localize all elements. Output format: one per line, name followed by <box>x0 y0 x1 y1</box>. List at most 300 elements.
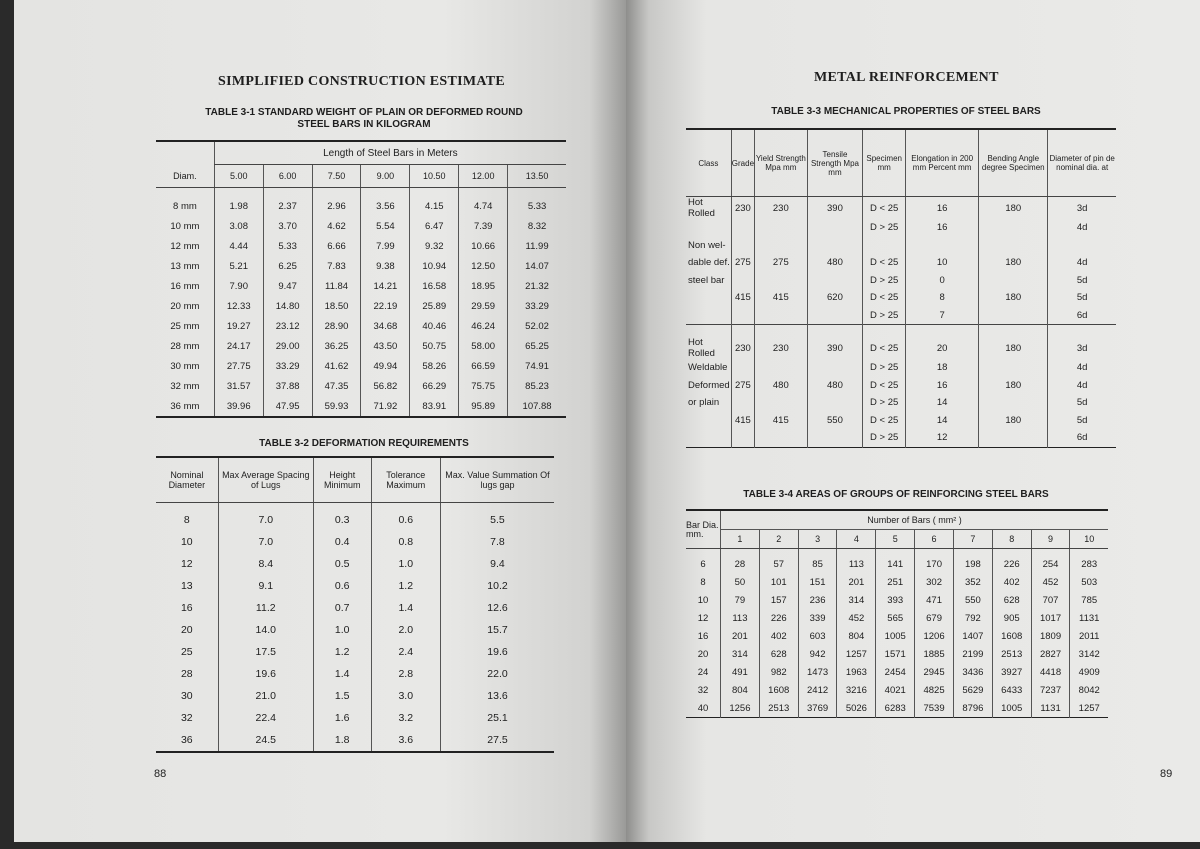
weight-cell: 29.00 <box>263 336 312 356</box>
area-cell: 314 <box>837 591 876 609</box>
table-cell: 5d <box>1048 412 1116 430</box>
weight-cell: 40.46 <box>410 316 459 336</box>
weight-cell: 14.21 <box>361 276 410 296</box>
diameter-cell: 16 mm <box>170 280 200 292</box>
area-cell: 3142 <box>1070 645 1108 663</box>
weight-cell: 5.33 <box>263 236 312 256</box>
length-header: 12.00 <box>459 165 508 188</box>
table-cell: 6d <box>1048 429 1116 447</box>
separator-cell <box>863 325 906 338</box>
diameter-cell: 8 mm <box>173 200 197 212</box>
area-cell: 491 <box>721 663 760 681</box>
table-row <box>686 627 1108 645</box>
table-cell: 13 <box>180 580 193 592</box>
area-cell: 982 <box>759 663 798 681</box>
weight-cell: 11.99 <box>508 236 566 256</box>
table-cell: 7 <box>906 307 979 325</box>
area-cell: 1257 <box>1070 699 1108 718</box>
table-row <box>686 237 1116 255</box>
column-header: Tolerance Maximum <box>371 457 440 503</box>
weight-cell: 6.66 <box>312 236 361 256</box>
area-cell: 157 <box>759 591 798 609</box>
weight-cell: 3.56 <box>361 188 410 217</box>
table-cell: 390 <box>807 197 863 220</box>
weight-cell: 12.33 <box>214 296 263 316</box>
table-row <box>686 429 1116 447</box>
separator-cell <box>979 325 1048 338</box>
table-cell <box>755 237 808 255</box>
class-cell <box>686 219 731 237</box>
table-cell: 4d <box>1048 254 1116 272</box>
area-cell: 2827 <box>1031 645 1070 663</box>
table-cell: 5d <box>1048 289 1116 307</box>
table-row <box>686 307 1116 325</box>
area-cell: 452 <box>1031 573 1070 591</box>
diameter-cell: 30 mm <box>170 360 200 372</box>
weight-cell: 75.75 <box>459 376 508 396</box>
table-cell: 22.4 <box>218 707 313 729</box>
area-cell: 1407 <box>953 627 992 645</box>
area-cell: 1963 <box>837 663 876 681</box>
area-cell: 2412 <box>798 681 837 699</box>
table-cell <box>979 359 1048 377</box>
area-cell: 804 <box>721 681 760 699</box>
weight-cell: 23.12 <box>263 316 312 336</box>
area-cell: 679 <box>915 609 954 627</box>
weight-cell: 12.50 <box>459 256 508 276</box>
table-cell: 10.2 <box>440 575 554 597</box>
table-cell: 0 <box>906 272 979 290</box>
table-cell: 9.1 <box>218 575 313 597</box>
weight-cell: 1.98 <box>214 188 263 217</box>
table-cell: 10 <box>180 536 193 548</box>
table-3-3-title: TABLE 3-3 MECHANICAL PROPERTIES OF STEEL BARS <box>771 106 1041 117</box>
class-cell <box>686 412 731 430</box>
table-row <box>156 356 566 376</box>
bar-dia-cell: 40 <box>697 702 709 714</box>
area-cell: 283 <box>1070 549 1108 574</box>
table-cell: 25 <box>180 646 193 658</box>
table-3-1-corner <box>156 141 214 165</box>
table-cell: 4d <box>1048 359 1116 377</box>
table-cell: 180 <box>979 254 1048 272</box>
area-cell: 236 <box>798 591 837 609</box>
table-cell <box>979 219 1048 237</box>
table-cell: 20 <box>906 337 979 359</box>
weight-cell: 43.50 <box>361 336 410 356</box>
table-cell: D > 25 <box>863 359 906 377</box>
diameter-cell: 36 mm <box>170 400 200 412</box>
table-cell: 230 <box>755 337 808 359</box>
table-cell: 480 <box>807 377 863 395</box>
left-page <box>14 0 626 842</box>
table-cell: 0.7 <box>313 597 371 619</box>
table-row <box>686 645 1108 663</box>
table-3-3 <box>686 128 1116 448</box>
area-cell: 1131 <box>1031 699 1070 718</box>
table-cell: 1.0 <box>371 553 440 575</box>
table-cell: 10 <box>906 254 979 272</box>
weight-cell: 58.00 <box>459 336 508 356</box>
area-cell: 113 <box>837 549 876 574</box>
weight-cell: 85.23 <box>508 376 566 396</box>
length-header: 10.50 <box>410 165 459 188</box>
weight-cell: 2.96 <box>312 188 361 217</box>
area-cell: 251 <box>876 573 915 591</box>
table-3-1-title-line1: TABLE 3-1 STANDARD WEIGHT OF PLAIN OR DEFORMED ROUND <box>205 107 523 118</box>
area-cell: 151 <box>798 573 837 591</box>
weight-cell: 65.25 <box>508 336 566 356</box>
weight-cell: 50.75 <box>410 336 459 356</box>
area-cell: 113 <box>721 609 760 627</box>
table-cell: 0.4 <box>313 531 371 553</box>
table-cell: 1.5 <box>313 685 371 707</box>
table-cell: 8 <box>906 289 979 307</box>
column-header: Grade <box>731 129 754 197</box>
area-cell: 226 <box>992 549 1031 574</box>
table-cell: 415 <box>755 289 808 307</box>
weight-cell: 4.44 <box>214 236 263 256</box>
area-cell: 57 <box>759 549 798 574</box>
length-header: 5.00 <box>214 165 263 188</box>
column-header: Diameter of pin de nominal dia. at <box>1048 129 1116 197</box>
table-cell: 550 <box>807 412 863 430</box>
table-row <box>686 549 1108 574</box>
table-row <box>156 336 566 356</box>
table-cell: 620 <box>807 289 863 307</box>
table-cell: 8 <box>183 514 190 526</box>
area-cell: 2199 <box>953 645 992 663</box>
table-row <box>156 276 566 296</box>
table-row <box>156 216 566 236</box>
area-cell: 6433 <box>992 681 1031 699</box>
bar-count-header: 1 <box>721 530 760 549</box>
area-cell: 3436 <box>953 663 992 681</box>
area-cell: 50 <box>721 573 760 591</box>
table-row <box>156 619 554 641</box>
area-cell: 1571 <box>876 645 915 663</box>
area-cell: 2454 <box>876 663 915 681</box>
table-cell <box>731 272 754 290</box>
table-cell: 1.6 <box>313 707 371 729</box>
table-cell <box>807 307 863 325</box>
area-cell: 942 <box>798 645 837 663</box>
table-cell <box>979 237 1048 255</box>
table-cell: 0.8 <box>371 531 440 553</box>
weight-cell: 28.90 <box>312 316 361 336</box>
column-header: Yield Strength Mpa mm <box>755 129 808 197</box>
area-cell: 4909 <box>1070 663 1108 681</box>
table-cell: 0.3 <box>313 503 371 532</box>
table-cell: 14.0 <box>218 619 313 641</box>
table-cell: D < 25 <box>863 412 906 430</box>
area-cell: 503 <box>1070 573 1108 591</box>
table-cell: 15.7 <box>440 619 554 641</box>
area-cell: 4825 <box>915 681 954 699</box>
diameter-cell: 12 mm <box>170 240 200 252</box>
area-cell: 707 <box>1031 591 1070 609</box>
bar-count-header: 4 <box>837 530 876 549</box>
weight-cell: 14.80 <box>263 296 312 316</box>
area-cell: 565 <box>876 609 915 627</box>
weight-cell: 7.99 <box>361 236 410 256</box>
table-cell: 9.4 <box>440 553 554 575</box>
separator-cell <box>1048 325 1116 338</box>
table-cell <box>863 237 906 255</box>
table-cell <box>807 394 863 412</box>
diameter-cell: 13 mm <box>170 260 200 272</box>
bar-dia-cell: 20 <box>697 648 709 660</box>
weight-cell: 4.62 <box>312 216 361 236</box>
table-cell: 2.0 <box>371 619 440 641</box>
weight-cell: 47.95 <box>263 396 312 417</box>
table-cell: 16 <box>180 602 193 614</box>
area-cell: 785 <box>1070 591 1108 609</box>
column-header: Elongation in 200 mm Percent mm <box>906 129 979 197</box>
table-cell: D < 25 <box>863 337 906 359</box>
table-cell: D > 25 <box>863 272 906 290</box>
table-cell: D < 25 <box>863 254 906 272</box>
weight-cell: 2.37 <box>263 188 312 217</box>
table-cell <box>979 394 1048 412</box>
area-cell: 1256 <box>721 699 760 718</box>
weight-cell: 37.88 <box>263 376 312 396</box>
diameter-cell: 32 mm <box>170 380 200 392</box>
column-header: Height Minimum <box>313 457 371 503</box>
table-cell <box>755 394 808 412</box>
table-cell: 5d <box>1048 272 1116 290</box>
weight-cell: 107.88 <box>508 396 566 417</box>
weight-cell: 5.21 <box>214 256 263 276</box>
table-row <box>686 681 1108 699</box>
book-spread <box>14 0 1200 842</box>
bar-dia-cell: 12 <box>697 612 709 624</box>
table-cell <box>906 237 979 255</box>
table-cell: 7.0 <box>218 531 313 553</box>
weight-cell: 31.57 <box>214 376 263 396</box>
table-cell: 2.4 <box>371 641 440 663</box>
weight-cell: 95.89 <box>459 396 508 417</box>
table-row <box>156 396 566 417</box>
area-cell: 1608 <box>759 681 798 699</box>
bar-count-header: 7 <box>953 530 992 549</box>
table-cell: 1.2 <box>371 575 440 597</box>
area-cell: 402 <box>992 573 1031 591</box>
table-cell <box>755 272 808 290</box>
separator-cell <box>807 325 863 338</box>
weight-cell: 19.27 <box>214 316 263 336</box>
weight-cell: 10.94 <box>410 256 459 276</box>
table-row <box>686 591 1108 609</box>
area-cell: 170 <box>915 549 954 574</box>
length-header: 7.50 <box>312 165 361 188</box>
table-row <box>156 663 554 685</box>
weight-cell: 8.32 <box>508 216 566 236</box>
table-cell: 17.5 <box>218 641 313 663</box>
area-cell: 141 <box>876 549 915 574</box>
table-cell: 390 <box>807 337 863 359</box>
weight-cell: 4.15 <box>410 188 459 217</box>
table-row <box>686 573 1108 591</box>
bar-count-header: 2 <box>759 530 798 549</box>
table-row <box>686 699 1108 718</box>
table-row <box>156 376 566 396</box>
weight-cell: 46.24 <box>459 316 508 336</box>
area-cell: 302 <box>915 573 954 591</box>
area-cell: 1257 <box>837 645 876 663</box>
column-header: Bending Angle degree Specimen <box>979 129 1048 197</box>
weight-cell: 9.32 <box>410 236 459 256</box>
area-cell: 28 <box>721 549 760 574</box>
weight-cell: 33.29 <box>263 356 312 376</box>
table-cell: 20 <box>180 624 193 636</box>
table-cell: 28 <box>180 668 193 680</box>
table-row <box>686 663 1108 681</box>
bar-dia-cell: 16 <box>697 630 709 642</box>
table-cell: 22.0 <box>440 663 554 685</box>
table-cell: 3d <box>1048 197 1116 220</box>
table-cell: 275 <box>755 254 808 272</box>
weight-cell: 22.19 <box>361 296 410 316</box>
area-cell: 201 <box>837 573 876 591</box>
table-row <box>156 685 554 707</box>
table-cell: 14 <box>906 394 979 412</box>
length-header: 6.00 <box>263 165 312 188</box>
table-cell: 18 <box>906 359 979 377</box>
table-cell: 25.1 <box>440 707 554 729</box>
weight-cell: 29.59 <box>459 296 508 316</box>
table-cell <box>755 359 808 377</box>
area-cell: 2945 <box>915 663 954 681</box>
weight-cell: 18.95 <box>459 276 508 296</box>
weight-cell: 66.29 <box>410 376 459 396</box>
page-title: METAL REINFORCEMENT <box>814 70 999 85</box>
table-cell: 24.5 <box>218 729 313 752</box>
table-cell: 21.0 <box>218 685 313 707</box>
weight-cell: 36.25 <box>312 336 361 356</box>
area-cell: 1017 <box>1031 609 1070 627</box>
area-cell: 226 <box>759 609 798 627</box>
table-row <box>686 377 1116 395</box>
table-cell: 1.0 <box>313 619 371 641</box>
table-cell: 0.6 <box>371 503 440 532</box>
table-cell: 5d <box>1048 394 1116 412</box>
table-cell: D > 25 <box>863 429 906 447</box>
weight-cell: 41.62 <box>312 356 361 376</box>
table-row <box>686 609 1108 627</box>
table-cell <box>979 429 1048 447</box>
area-cell: 804 <box>837 627 876 645</box>
table-cell: 415 <box>731 412 754 430</box>
separator-cell <box>731 325 754 338</box>
area-cell: 4021 <box>876 681 915 699</box>
area-cell: 792 <box>953 609 992 627</box>
weight-cell: 3.70 <box>263 216 312 236</box>
table-cell: 480 <box>755 377 808 395</box>
table-cell <box>731 237 754 255</box>
class-cell <box>686 289 731 307</box>
bar-count-header: 9 <box>1031 530 1070 549</box>
area-cell: 201 <box>721 627 760 645</box>
bar-dia-cell: 8 <box>700 576 706 588</box>
table-cell: 180 <box>979 377 1048 395</box>
class-cell: Hot Rolled <box>688 197 715 219</box>
table-row <box>686 337 1116 359</box>
table-cell: 16 <box>906 219 979 237</box>
class-cell: or plain <box>688 397 720 409</box>
table-row <box>686 412 1116 430</box>
table-cell: 12 <box>180 558 193 570</box>
table-cell: 4d <box>1048 377 1116 395</box>
table-3-1-title <box>164 107 564 131</box>
class-cell <box>686 307 731 325</box>
weight-cell: 56.82 <box>361 376 410 396</box>
table-row <box>686 359 1116 377</box>
table-3-1 <box>156 140 566 418</box>
table-cell <box>1048 237 1116 255</box>
table-cell: 230 <box>731 197 754 220</box>
table-cell: 180 <box>979 197 1048 220</box>
bar-count-header: 8 <box>992 530 1031 549</box>
weight-cell: 14.07 <box>508 256 566 276</box>
area-cell: 393 <box>876 591 915 609</box>
table-cell <box>755 219 808 237</box>
table-row <box>156 553 554 575</box>
weight-cell: 7.90 <box>214 276 263 296</box>
right-page <box>626 0 1200 842</box>
area-cell: 352 <box>953 573 992 591</box>
area-cell: 402 <box>759 627 798 645</box>
table-cell <box>731 307 754 325</box>
table-cell: 0.5 <box>313 553 371 575</box>
area-cell: 3769 <box>798 699 837 718</box>
area-cell: 1005 <box>992 699 1031 718</box>
table-cell: D < 25 <box>863 377 906 395</box>
table-cell: 1.4 <box>313 663 371 685</box>
table-cell: 14 <box>906 412 979 430</box>
weight-cell: 3.08 <box>214 216 263 236</box>
separator-cell <box>755 325 808 338</box>
area-cell: 7237 <box>1031 681 1070 699</box>
table-3-4 <box>686 509 1108 718</box>
bar-count-header: 6 <box>915 530 954 549</box>
diameter-cell: 25 mm <box>170 320 200 332</box>
area-cell: 254 <box>1031 549 1070 574</box>
weight-cell: 39.96 <box>214 396 263 417</box>
separator-cell <box>686 325 731 338</box>
area-cell: 905 <box>992 609 1031 627</box>
table-3-1-title-line2: STEEL BARS IN KILOGRAM <box>297 119 431 130</box>
table-cell: 7.8 <box>440 531 554 553</box>
weight-cell: 34.68 <box>361 316 410 336</box>
table-row <box>686 197 1116 220</box>
table-row <box>686 272 1116 290</box>
table-cell: 415 <box>731 289 754 307</box>
table-cell: 12 <box>906 429 979 447</box>
table-cell <box>731 359 754 377</box>
table-row <box>156 188 566 217</box>
table-row <box>156 597 554 619</box>
area-cell: 4418 <box>1031 663 1070 681</box>
weight-cell: 71.92 <box>361 396 410 417</box>
table-3-1-group-header: Length of Steel Bars in Meters <box>214 141 566 165</box>
table-row <box>156 236 566 256</box>
table-cell: 36 <box>180 734 193 746</box>
table-cell: D > 25 <box>863 307 906 325</box>
table-cell: 3.0 <box>371 685 440 707</box>
area-cell: 3216 <box>837 681 876 699</box>
column-header: Nominal Diameter <box>156 457 218 503</box>
